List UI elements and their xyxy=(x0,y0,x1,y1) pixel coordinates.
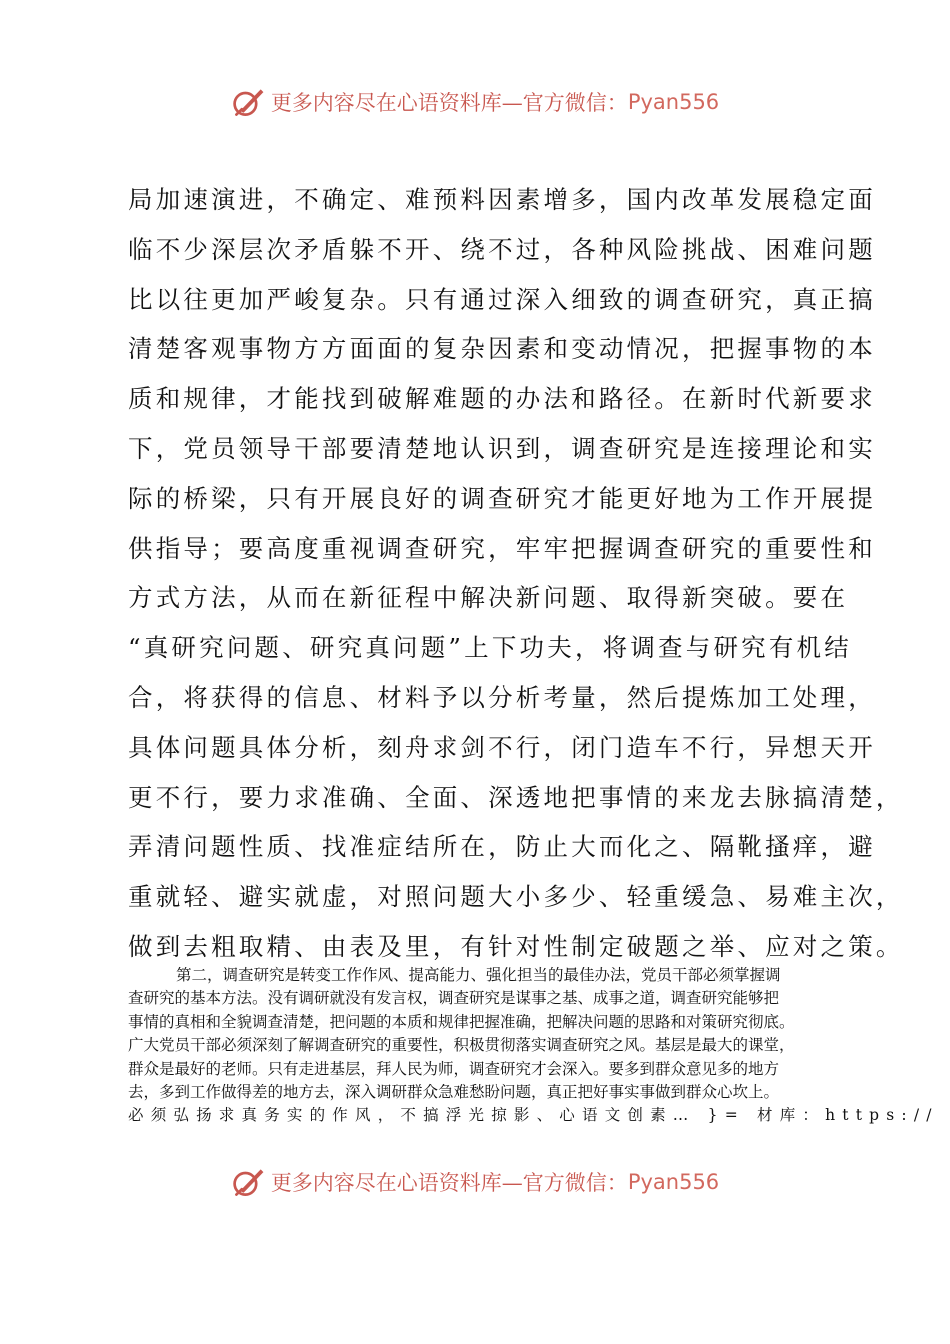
text-line: 广大党员干部必须深刻了解调查研究的重要性，积极贯彻落实调查研究之风。基层是最大的课堂， xyxy=(128,1036,795,1055)
text-line: 群众是最好的老师。只有走进基层，拜人民为师，调查研究才会深入。要多到群众意见多的地方 xyxy=(128,1059,780,1078)
text-line: 合，将获得的信息、材料予以分析考量，然后提炼加工处理， xyxy=(128,682,876,712)
text-line: 清楚客观事物方方面面的复杂因素和变动情况，把握事物的本 xyxy=(128,334,876,364)
text-line: 必须弘扬求真务实的作风，不搞浮光掠影、心语文创素… }= 材库：https:// xyxy=(128,1106,939,1125)
text-line: 去，多到工作做得差的地方去，深入调研群众急难愁盼问题，真正把好事实事做到群众心坎上。 xyxy=(128,1082,780,1101)
footer-banner xyxy=(0,1160,950,1204)
text-line: 下，党员领导干部要清楚地认识到，调查研究是连接理论和实 xyxy=(128,433,876,463)
quill-pen-logo-icon xyxy=(231,1164,267,1200)
main-paragraph xyxy=(128,175,904,972)
text-line: 做到去粗取精、由表及里，有针对性制定破题之举、应对之策。 xyxy=(128,931,904,961)
banner-text: 更多内容尽在心语资料库—官方微信： xyxy=(270,91,628,115)
text-line: 具体问题具体分析，刻舟求剑不行，闭门造车不行，异想天开 xyxy=(128,732,876,762)
text-line: 临不少深层次矛盾躲不开、绕不过，各种风险挑战、困难问题 xyxy=(128,234,876,264)
text-line: 弄清问题性质、找准症结所在，防止大而化之、隔靴搔痒，避 xyxy=(128,832,876,862)
text-line: “真研究问题、研究真问题”上下功夫，将调查与研究有机结 xyxy=(128,633,852,663)
banner-text: 更多内容尽在心语资料库—官方微信： xyxy=(270,1171,628,1195)
second-paragraph xyxy=(128,964,939,1128)
text-line: 际的桥梁，只有开展良好的调查研究才能更好地为工作开展提 xyxy=(128,483,876,513)
text-line: 查研究的基本方法。没有调研就没有发言权，调查研究是谋事之基、成事之道，调查研究能够把 xyxy=(128,989,780,1008)
text-line: 比以往更加严峻复杂。只有通过深入细致的调查研究，真正搞 xyxy=(128,284,876,314)
text-line: 方式方法，从而在新征程中解决新问题、取得新突破。要在 xyxy=(128,583,849,613)
text-line: 更不行，要力求准确、全面、深透地把事情的来龙去脉搞清楚， xyxy=(128,782,904,812)
text-line: 质和规律，才能找到破解难题的办法和路径。在新时代新要求 xyxy=(128,384,876,414)
wechat-id: Pyan556 xyxy=(627,1170,720,1194)
quill-pen-logo-icon xyxy=(231,84,267,120)
header-banner xyxy=(0,80,950,124)
text-line: 供指导；要高度重视调查研究，牢牢把握调查研究的重要性和 xyxy=(128,533,876,563)
text-line: 第二，调查研究是转变工作作风、提高能力、强化担当的最佳办法，党员干部必须掌握调 xyxy=(176,966,781,984)
text-line: 局加速演进，不确定、难预料因素增多，国内改革发展稳定面 xyxy=(128,185,876,214)
text-line: 事情的真相和全貌调查清楚，把问题的本质和规律把握准确，把解决问题的思路和对策研究彻底。 xyxy=(128,1012,795,1031)
text-line: 重就轻、避实就虚，对照问题大小多少、轻重缓急、易难主次， xyxy=(128,882,904,912)
wechat-id: Pyan556 xyxy=(627,90,720,114)
